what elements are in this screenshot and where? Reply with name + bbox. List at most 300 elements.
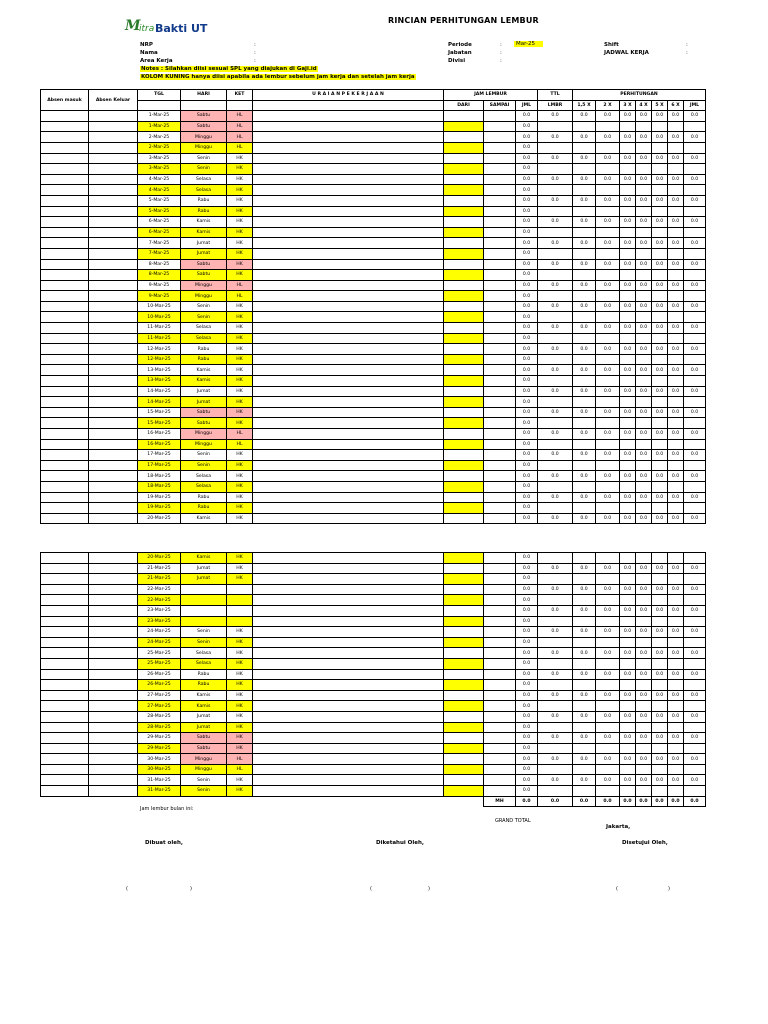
absen-masuk-cell[interactable] [41, 450, 89, 461]
absen-keluar-cell[interactable] [89, 563, 138, 574]
dari-cell[interactable] [444, 280, 484, 291]
absen-keluar-cell[interactable] [89, 429, 138, 440]
absen-masuk-cell[interactable] [41, 142, 89, 153]
sampai-cell[interactable] [484, 195, 516, 206]
sampai-cell[interactable] [484, 217, 516, 228]
uraian-cell[interactable] [253, 669, 444, 680]
absen-masuk-cell[interactable] [41, 206, 89, 217]
dari-cell[interactable] [444, 291, 484, 302]
sampai-cell[interactable] [484, 365, 516, 376]
absen-keluar-cell[interactable] [89, 132, 138, 143]
dari-cell[interactable] [444, 386, 484, 397]
uraian-cell[interactable] [253, 743, 444, 754]
absen-keluar-cell[interactable] [89, 259, 138, 270]
uraian-cell[interactable] [253, 217, 444, 228]
absen-keluar-cell[interactable] [89, 743, 138, 754]
absen-masuk-cell[interactable] [41, 227, 89, 238]
sampai-cell[interactable] [484, 418, 516, 429]
absen-masuk-cell[interactable] [41, 669, 89, 680]
absen-keluar-cell[interactable] [89, 195, 138, 206]
uraian-cell[interactable] [253, 142, 444, 153]
absen-masuk-cell[interactable] [41, 111, 89, 122]
sampai-cell[interactable] [484, 553, 516, 564]
absen-keluar-cell[interactable] [89, 733, 138, 744]
absen-masuk-cell[interactable] [41, 574, 89, 585]
uraian-cell[interactable] [253, 174, 444, 185]
absen-keluar-cell[interactable] [89, 397, 138, 408]
absen-keluar-cell[interactable] [89, 492, 138, 503]
sampai-cell[interactable] [484, 669, 516, 680]
absen-masuk-cell[interactable] [41, 690, 89, 701]
dari-cell[interactable] [444, 616, 484, 627]
uraian-cell[interactable] [253, 365, 444, 376]
sampai-cell[interactable] [484, 270, 516, 281]
sampai-cell[interactable] [484, 722, 516, 733]
absen-masuk-cell[interactable] [41, 503, 89, 514]
sampai-cell[interactable] [484, 164, 516, 175]
uraian-cell[interactable] [253, 754, 444, 765]
absen-keluar-cell[interactable] [89, 669, 138, 680]
dari-cell[interactable] [444, 227, 484, 238]
uraian-cell[interactable] [253, 627, 444, 638]
sampai-cell[interactable] [484, 227, 516, 238]
dari-cell[interactable] [444, 460, 484, 471]
uraian-cell[interactable] [253, 323, 444, 334]
sampai-cell[interactable] [484, 185, 516, 196]
absen-keluar-cell[interactable] [89, 185, 138, 196]
sampai-cell[interactable] [484, 492, 516, 503]
absen-masuk-cell[interactable] [41, 407, 89, 418]
absen-masuk-cell[interactable] [41, 648, 89, 659]
dari-cell[interactable] [444, 121, 484, 132]
sampai-cell[interactable] [484, 595, 516, 606]
absen-keluar-cell[interactable] [89, 481, 138, 492]
uraian-cell[interactable] [253, 195, 444, 206]
uraian-cell[interactable] [253, 185, 444, 196]
absen-masuk-cell[interactable] [41, 616, 89, 627]
sampai-cell[interactable] [484, 439, 516, 450]
absen-keluar-cell[interactable] [89, 637, 138, 648]
dari-cell[interactable] [444, 492, 484, 503]
uraian-cell[interactable] [253, 513, 444, 524]
absen-keluar-cell[interactable] [89, 301, 138, 312]
dari-cell[interactable] [444, 185, 484, 196]
uraian-cell[interactable] [253, 786, 444, 797]
dari-cell[interactable] [444, 775, 484, 786]
absen-keluar-cell[interactable] [89, 217, 138, 228]
absen-keluar-cell[interactable] [89, 648, 138, 659]
absen-masuk-cell[interactable] [41, 323, 89, 334]
absen-keluar-cell[interactable] [89, 333, 138, 344]
dari-cell[interactable] [444, 376, 484, 387]
absen-keluar-cell[interactable] [89, 354, 138, 365]
dari-cell[interactable] [444, 323, 484, 334]
absen-keluar-cell[interactable] [89, 471, 138, 482]
absen-masuk-cell[interactable] [41, 711, 89, 722]
dari-cell[interactable] [444, 637, 484, 648]
uraian-cell[interactable] [253, 616, 444, 627]
uraian-cell[interactable] [253, 164, 444, 175]
dari-cell[interactable] [444, 605, 484, 616]
uraian-cell[interactable] [253, 690, 444, 701]
dari-cell[interactable] [444, 711, 484, 722]
dari-cell[interactable] [444, 206, 484, 217]
absen-masuk-cell[interactable] [41, 786, 89, 797]
uraian-cell[interactable] [253, 270, 444, 281]
absen-masuk-cell[interactable] [41, 174, 89, 185]
absen-masuk-cell[interactable] [41, 460, 89, 471]
absen-masuk-cell[interactable] [41, 397, 89, 408]
absen-masuk-cell[interactable] [41, 386, 89, 397]
sampai-cell[interactable] [484, 627, 516, 638]
dari-cell[interactable] [444, 164, 484, 175]
sampai-cell[interactable] [484, 786, 516, 797]
dari-cell[interactable] [444, 333, 484, 344]
sampai-cell[interactable] [484, 248, 516, 259]
uraian-cell[interactable] [253, 407, 444, 418]
uraian-cell[interactable] [253, 259, 444, 270]
absen-masuk-cell[interactable] [41, 429, 89, 440]
uraian-cell[interactable] [253, 429, 444, 440]
absen-keluar-cell[interactable] [89, 365, 138, 376]
absen-keluar-cell[interactable] [89, 775, 138, 786]
sampai-cell[interactable] [484, 121, 516, 132]
absen-keluar-cell[interactable] [89, 248, 138, 259]
absen-keluar-cell[interactable] [89, 121, 138, 132]
sampai-cell[interactable] [484, 460, 516, 471]
uraian-cell[interactable] [253, 238, 444, 249]
dari-cell[interactable] [444, 722, 484, 733]
uraian-cell[interactable] [253, 312, 444, 323]
absen-keluar-cell[interactable] [89, 503, 138, 514]
uraian-cell[interactable] [253, 450, 444, 461]
dari-cell[interactable] [444, 344, 484, 355]
sampai-cell[interactable] [484, 503, 516, 514]
absen-keluar-cell[interactable] [89, 513, 138, 524]
dari-cell[interactable] [444, 648, 484, 659]
dari-cell[interactable] [444, 365, 484, 376]
uraian-cell[interactable] [253, 153, 444, 164]
absen-keluar-cell[interactable] [89, 711, 138, 722]
dari-cell[interactable] [444, 132, 484, 143]
absen-masuk-cell[interactable] [41, 259, 89, 270]
dari-cell[interactable] [444, 595, 484, 606]
sampai-cell[interactable] [484, 775, 516, 786]
sampai-cell[interactable] [484, 132, 516, 143]
sampai-cell[interactable] [484, 574, 516, 585]
uraian-cell[interactable] [253, 722, 444, 733]
uraian-cell[interactable] [253, 775, 444, 786]
dari-cell[interactable] [444, 669, 484, 680]
sampai-cell[interactable] [484, 429, 516, 440]
absen-masuk-cell[interactable] [41, 481, 89, 492]
uraian-cell[interactable] [253, 503, 444, 514]
uraian-cell[interactable] [253, 711, 444, 722]
absen-masuk-cell[interactable] [41, 280, 89, 291]
uraian-cell[interactable] [253, 605, 444, 616]
uraian-cell[interactable] [253, 481, 444, 492]
sampai-cell[interactable] [484, 291, 516, 302]
absen-masuk-cell[interactable] [41, 764, 89, 775]
sampai-cell[interactable] [484, 280, 516, 291]
uraian-cell[interactable] [253, 439, 444, 450]
periode-value[interactable]: Mar-25 [514, 41, 543, 47]
dari-cell[interactable] [444, 238, 484, 249]
uraian-cell[interactable] [253, 206, 444, 217]
uraian-cell[interactable] [253, 553, 444, 564]
absen-keluar-cell[interactable] [89, 312, 138, 323]
uraian-cell[interactable] [253, 397, 444, 408]
absen-masuk-cell[interactable] [41, 270, 89, 281]
sampai-cell[interactable] [484, 142, 516, 153]
uraian-cell[interactable] [253, 764, 444, 775]
dari-cell[interactable] [444, 584, 484, 595]
absen-keluar-cell[interactable] [89, 460, 138, 471]
absen-keluar-cell[interactable] [89, 701, 138, 712]
absen-masuk-cell[interactable] [41, 291, 89, 302]
absen-masuk-cell[interactable] [41, 376, 89, 387]
sampai-cell[interactable] [484, 471, 516, 482]
sampai-cell[interactable] [484, 397, 516, 408]
absen-masuk-cell[interactable] [41, 563, 89, 574]
absen-masuk-cell[interactable] [41, 743, 89, 754]
absen-masuk-cell[interactable] [41, 471, 89, 482]
absen-masuk-cell[interactable] [41, 553, 89, 564]
dari-cell[interactable] [444, 627, 484, 638]
absen-masuk-cell[interactable] [41, 492, 89, 503]
uraian-cell[interactable] [253, 227, 444, 238]
absen-keluar-cell[interactable] [89, 584, 138, 595]
sampai-cell[interactable] [484, 690, 516, 701]
uraian-cell[interactable] [253, 584, 444, 595]
absen-masuk-cell[interactable] [41, 701, 89, 712]
absen-keluar-cell[interactable] [89, 627, 138, 638]
dari-cell[interactable] [444, 248, 484, 259]
absen-keluar-cell[interactable] [89, 344, 138, 355]
sampai-cell[interactable] [484, 312, 516, 323]
absen-keluar-cell[interactable] [89, 616, 138, 627]
absen-masuk-cell[interactable] [41, 195, 89, 206]
dari-cell[interactable] [444, 397, 484, 408]
sampai-cell[interactable] [484, 481, 516, 492]
uraian-cell[interactable] [253, 418, 444, 429]
dari-cell[interactable] [444, 764, 484, 775]
sampai-cell[interactable] [484, 711, 516, 722]
dari-cell[interactable] [444, 312, 484, 323]
absen-keluar-cell[interactable] [89, 206, 138, 217]
absen-keluar-cell[interactable] [89, 553, 138, 564]
sampai-cell[interactable] [484, 764, 516, 775]
dari-cell[interactable] [444, 429, 484, 440]
absen-keluar-cell[interactable] [89, 680, 138, 691]
dari-cell[interactable] [444, 111, 484, 122]
sampai-cell[interactable] [484, 584, 516, 595]
absen-masuk-cell[interactable] [41, 185, 89, 196]
dari-cell[interactable] [444, 513, 484, 524]
uraian-cell[interactable] [253, 333, 444, 344]
dari-cell[interactable] [444, 418, 484, 429]
uraian-cell[interactable] [253, 121, 444, 132]
absen-masuk-cell[interactable] [41, 121, 89, 132]
sampai-cell[interactable] [484, 333, 516, 344]
absen-masuk-cell[interactable] [41, 164, 89, 175]
absen-keluar-cell[interactable] [89, 238, 138, 249]
absen-masuk-cell[interactable] [41, 658, 89, 669]
uraian-cell[interactable] [253, 563, 444, 574]
dari-cell[interactable] [444, 563, 484, 574]
sampai-cell[interactable] [484, 376, 516, 387]
sampai-cell[interactable] [484, 238, 516, 249]
absen-keluar-cell[interactable] [89, 323, 138, 334]
dari-cell[interactable] [444, 354, 484, 365]
sampai-cell[interactable] [484, 637, 516, 648]
sampai-cell[interactable] [484, 563, 516, 574]
absen-masuk-cell[interactable] [41, 627, 89, 638]
sampai-cell[interactable] [484, 206, 516, 217]
absen-keluar-cell[interactable] [89, 786, 138, 797]
sampai-cell[interactable] [484, 153, 516, 164]
absen-masuk-cell[interactable] [41, 238, 89, 249]
sampai-cell[interactable] [484, 111, 516, 122]
uraian-cell[interactable] [253, 280, 444, 291]
dari-cell[interactable] [444, 553, 484, 564]
absen-masuk-cell[interactable] [41, 217, 89, 228]
uraian-cell[interactable] [253, 248, 444, 259]
dari-cell[interactable] [444, 481, 484, 492]
absen-keluar-cell[interactable] [89, 142, 138, 153]
absen-masuk-cell[interactable] [41, 722, 89, 733]
absen-keluar-cell[interactable] [89, 690, 138, 701]
absen-masuk-cell[interactable] [41, 153, 89, 164]
sampai-cell[interactable] [484, 259, 516, 270]
uraian-cell[interactable] [253, 354, 444, 365]
absen-masuk-cell[interactable] [41, 439, 89, 450]
dari-cell[interactable] [444, 450, 484, 461]
absen-keluar-cell[interactable] [89, 722, 138, 733]
uraian-cell[interactable] [253, 733, 444, 744]
dari-cell[interactable] [444, 658, 484, 669]
absen-masuk-cell[interactable] [41, 584, 89, 595]
absen-keluar-cell[interactable] [89, 227, 138, 238]
absen-keluar-cell[interactable] [89, 595, 138, 606]
sampai-cell[interactable] [484, 354, 516, 365]
uraian-cell[interactable] [253, 658, 444, 669]
absen-masuk-cell[interactable] [41, 754, 89, 765]
dari-cell[interactable] [444, 574, 484, 585]
sampai-cell[interactable] [484, 407, 516, 418]
absen-masuk-cell[interactable] [41, 637, 89, 648]
uraian-cell[interactable] [253, 637, 444, 648]
sampai-cell[interactable] [484, 733, 516, 744]
dari-cell[interactable] [444, 733, 484, 744]
absen-masuk-cell[interactable] [41, 132, 89, 143]
absen-keluar-cell[interactable] [89, 439, 138, 450]
dari-cell[interactable] [444, 270, 484, 281]
sampai-cell[interactable] [484, 323, 516, 334]
absen-masuk-cell[interactable] [41, 595, 89, 606]
dari-cell[interactable] [444, 301, 484, 312]
absen-keluar-cell[interactable] [89, 153, 138, 164]
absen-masuk-cell[interactable] [41, 365, 89, 376]
absen-masuk-cell[interactable] [41, 733, 89, 744]
uraian-cell[interactable] [253, 471, 444, 482]
uraian-cell[interactable] [253, 111, 444, 122]
absen-keluar-cell[interactable] [89, 111, 138, 122]
absen-masuk-cell[interactable] [41, 344, 89, 355]
uraian-cell[interactable] [253, 291, 444, 302]
uraian-cell[interactable] [253, 492, 444, 503]
absen-keluar-cell[interactable] [89, 764, 138, 775]
uraian-cell[interactable] [253, 680, 444, 691]
absen-masuk-cell[interactable] [41, 513, 89, 524]
dari-cell[interactable] [444, 701, 484, 712]
dari-cell[interactable] [444, 743, 484, 754]
absen-keluar-cell[interactable] [89, 270, 138, 281]
sampai-cell[interactable] [484, 513, 516, 524]
uraian-cell[interactable] [253, 648, 444, 659]
absen-keluar-cell[interactable] [89, 407, 138, 418]
dari-cell[interactable] [444, 407, 484, 418]
absen-keluar-cell[interactable] [89, 164, 138, 175]
dari-cell[interactable] [444, 217, 484, 228]
absen-masuk-cell[interactable] [41, 775, 89, 786]
absen-masuk-cell[interactable] [41, 248, 89, 259]
uraian-cell[interactable] [253, 344, 444, 355]
sampai-cell[interactable] [484, 301, 516, 312]
sampai-cell[interactable] [484, 450, 516, 461]
absen-keluar-cell[interactable] [89, 386, 138, 397]
sampai-cell[interactable] [484, 605, 516, 616]
absen-masuk-cell[interactable] [41, 605, 89, 616]
sampai-cell[interactable] [484, 174, 516, 185]
sampai-cell[interactable] [484, 386, 516, 397]
dari-cell[interactable] [444, 680, 484, 691]
uraian-cell[interactable] [253, 701, 444, 712]
uraian-cell[interactable] [253, 595, 444, 606]
dari-cell[interactable] [444, 786, 484, 797]
absen-keluar-cell[interactable] [89, 658, 138, 669]
absen-keluar-cell[interactable] [89, 754, 138, 765]
uraian-cell[interactable] [253, 376, 444, 387]
dari-cell[interactable] [444, 690, 484, 701]
dari-cell[interactable] [444, 142, 484, 153]
absen-keluar-cell[interactable] [89, 418, 138, 429]
dari-cell[interactable] [444, 195, 484, 206]
sampai-cell[interactable] [484, 754, 516, 765]
uraian-cell[interactable] [253, 386, 444, 397]
dari-cell[interactable] [444, 503, 484, 514]
absen-masuk-cell[interactable] [41, 354, 89, 365]
absen-keluar-cell[interactable] [89, 174, 138, 185]
sampai-cell[interactable] [484, 658, 516, 669]
sampai-cell[interactable] [484, 344, 516, 355]
absen-masuk-cell[interactable] [41, 333, 89, 344]
absen-keluar-cell[interactable] [89, 574, 138, 585]
sampai-cell[interactable] [484, 743, 516, 754]
sampai-cell[interactable] [484, 616, 516, 627]
dari-cell[interactable] [444, 471, 484, 482]
absen-keluar-cell[interactable] [89, 605, 138, 616]
absen-masuk-cell[interactable] [41, 418, 89, 429]
sampai-cell[interactable] [484, 680, 516, 691]
dari-cell[interactable] [444, 754, 484, 765]
absen-keluar-cell[interactable] [89, 291, 138, 302]
absen-keluar-cell[interactable] [89, 280, 138, 291]
dari-cell[interactable] [444, 259, 484, 270]
dari-cell[interactable] [444, 174, 484, 185]
uraian-cell[interactable] [253, 460, 444, 471]
uraian-cell[interactable] [253, 132, 444, 143]
